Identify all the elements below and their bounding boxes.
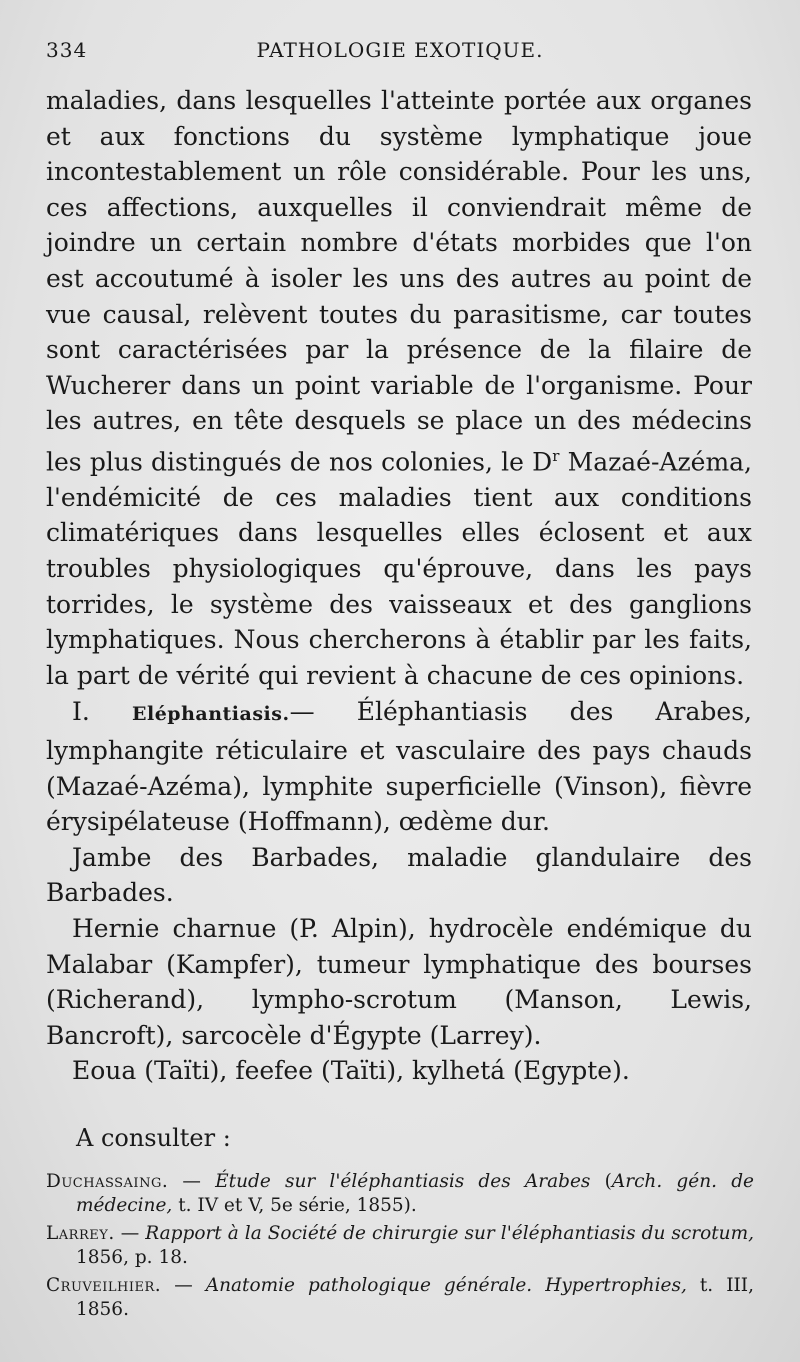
references-list: [46, 1170, 754, 1326]
section-heading: Eléphantiasis.: [132, 703, 290, 726]
paragraph-intro-end: Mazaé-Azéma, l'endémicité de ces maladies tient aux conditions climatériques dans lesquelles elles éclosent et aux troubles physiologiques qu'éprouve, dans les pays torrides, le système des vaisseaux et des ganglions lymphatiques. Nous chercherons à établir par les faits, la part de vérité qui revient à chacune de ces opinions.: [46, 447, 752, 690]
reference-author: Cruveilhier.: [46, 1275, 162, 1296]
doctor-abbrev-sup: r: [552, 446, 560, 465]
paragraph-hernie: Hernie charnue (P. Alpin), hydrocèle endémique du Malabar (Kampfer), tumeur lymphatique des bourses (Richerand), lympho-scrotum (Manson, Lewis, Bancroft), sarcocèle d'Égypte (Larrey).: [46, 913, 752, 1050]
reference-item: [46, 1222, 754, 1270]
reference-author: Duchassaing.: [46, 1171, 169, 1192]
synonyms-text: Éléphantiasis des Arabes, lymphangite réticulaire et vasculaire des pays chauds (Mazaé-Azéma), lymphite superficielle (Vinson), fièvre érysipélateuse (Hoffmann), œdème dur.: [46, 697, 752, 837]
reference-rest: t. IV et V, 5e série, 1855).: [172, 1195, 417, 1216]
consult-label: A consulter :: [76, 1124, 231, 1152]
section-elephantiasis: [46, 694, 752, 839]
reference-rest: t. III, 1856.: [76, 1275, 754, 1320]
paragraph-eoua: Eoua (Taïti), feefee (Taïti), kylhetá (Egypte).: [72, 1056, 630, 1086]
reference-title: Anatomie pathologique générale. Hypertrophies,: [205, 1275, 687, 1296]
main-text: [46, 83, 752, 1089]
reference-title: Étude sur l'éléphantiasis des Arabes: [215, 1171, 591, 1192]
paragraph-barbades: Jambe des Barbades, maladie glandulaire des Barbades.: [46, 842, 752, 908]
reference-dash: —: [161, 1275, 206, 1296]
reference-item: [46, 1170, 754, 1218]
section-dash: —: [289, 697, 357, 727]
paragraph-intro-text: maladies, dans lesquelles l'atteinte portée aux organes et aux fonctions du système lymphatique joue incontestablement un rôle considérable. Pour les uns, ces affections, auxquelles il conviendrait même de joindre un certain nombre d'états morbides que l'on est accoutumé à isoler les uns des autres au point de vue causal, relèvent toutes du parasitisme, car toutes sont caractérisées par la présence de la filaire de Wucherer dans un point variable de l'organisme. Pour les autres, en tête desquels se place un des médecins les plus distingués de nos colonies, le D: [46, 86, 752, 477]
reference-journal: Arch. gén. de médecine,: [76, 1171, 754, 1216]
page-number: 334: [46, 38, 88, 62]
reference-dash: —: [168, 1171, 216, 1192]
running-header: [40, 38, 760, 70]
paragraph-intro: [46, 83, 752, 693]
running-title: PATHOLOGIE EXOTIQUE.: [256, 38, 544, 62]
reference-rest: 1856, p. 18.: [76, 1247, 188, 1268]
reference-mid: (: [590, 1171, 612, 1192]
reference-dash: —: [114, 1223, 146, 1244]
reference-title: Rapport à la Société de chirurgie sur l'éléphantiasis du scrotum,: [145, 1223, 754, 1244]
reference-item: [46, 1274, 754, 1322]
section-number: I.: [72, 697, 133, 727]
reference-author: Larrey.: [46, 1223, 115, 1244]
